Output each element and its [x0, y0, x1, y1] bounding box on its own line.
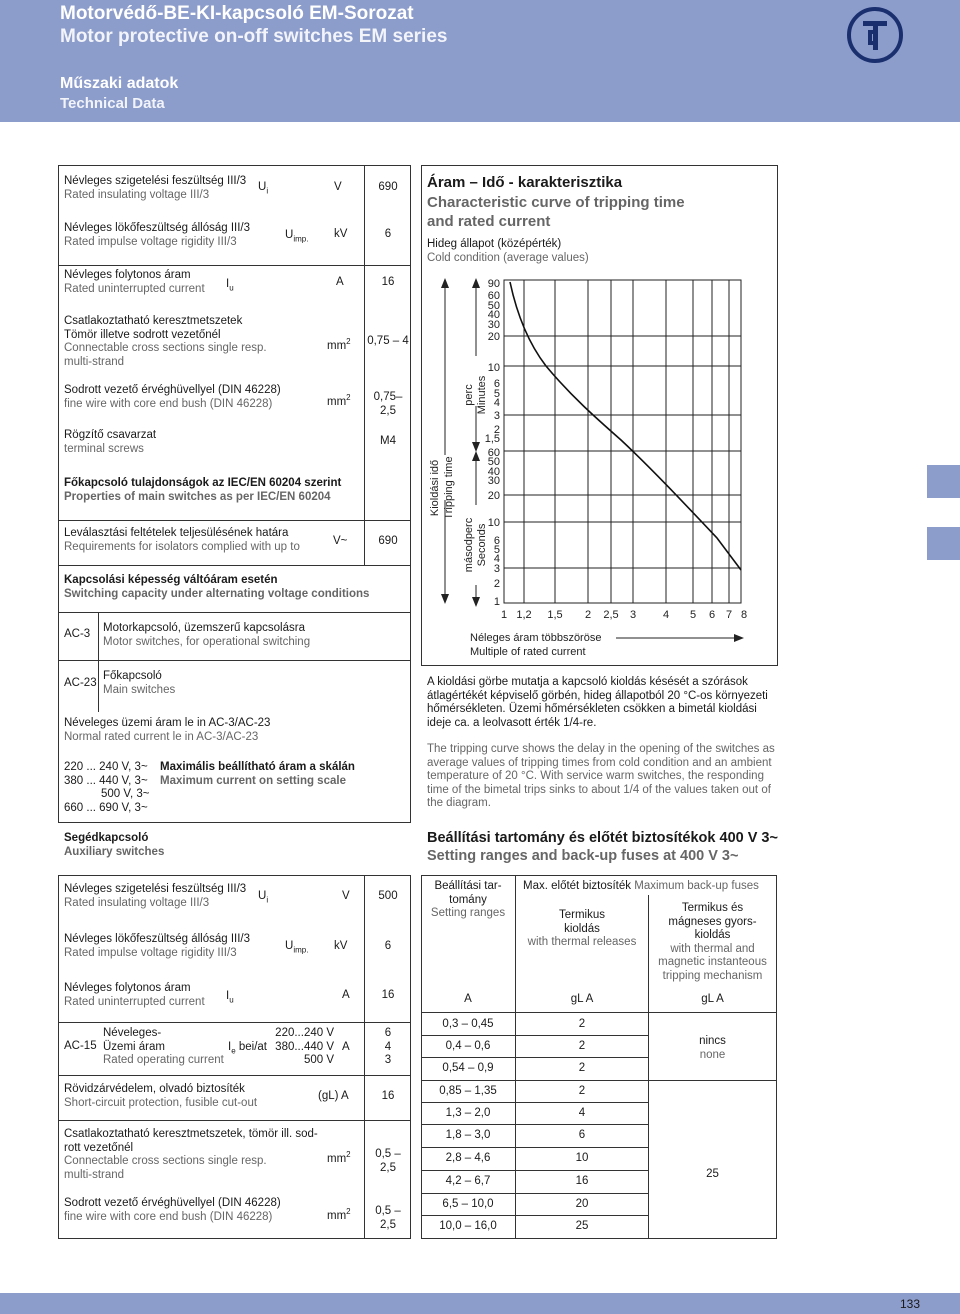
range-row: 10,0 – 16,0	[439, 1220, 497, 1232]
col-thermal-magnetic: Termikus és mágneses gyors-kioldás with thermal and magnetic instanteous tripping mechanism	[658, 902, 767, 982]
short-unit: (gL) A	[318, 1090, 349, 1102]
unit-a-ranges: A	[464, 993, 472, 1005]
aux-cross-unit: $mm^2$	[327, 1150, 351, 1165]
value-impulse-voltage: 6	[384, 228, 392, 240]
x-tick: 1,5	[547, 609, 563, 621]
y-tick: 30	[487, 319, 500, 331]
page-number: 133	[899, 1297, 921, 1311]
aux-symbol-ui: $U_i$	[258, 890, 269, 905]
y-tick: 10	[487, 517, 500, 529]
y-tick: 1,5	[484, 433, 500, 445]
spec-cross-sections: Csatlakoztatható keresztmetszetek Tömör illetve sodrott vezetőnél Connectable cross sections single resp. multi-strand	[64, 315, 267, 368]
x-tick: 8	[740, 609, 748, 621]
range-row: 2,8 – 4,6	[445, 1152, 491, 1164]
magnetic-none: nincs none	[699, 1035, 726, 1061]
short-value: 16	[381, 1090, 395, 1102]
symbol-iu: $I_u$	[226, 278, 234, 293]
unit-a: A	[336, 276, 344, 288]
ac23-description: Főkapcsoló Main switches	[103, 670, 176, 696]
footer-band	[0, 1293, 960, 1314]
aux-cross-sections: Csatlakoztatható keresztmetszetek, tömör ill. sod- rott vezetőnél Connectable cross sections single resp. multi-strand	[64, 1128, 318, 1181]
value-fine-wire: 0,75–2,5	[373, 391, 403, 417]
spec-fine-wire: Sodrott vezető érvéghüvellyel (DIN 46228) fine wire with core end bush (DIN 46228)	[64, 384, 281, 410]
minutes-label: perc	[463, 384, 475, 406]
unit-gla-thermal: gL A	[570, 993, 594, 1005]
value-cross-sections: 0,75 – 4	[367, 335, 409, 347]
value-insulating-voltage: 690	[378, 181, 398, 193]
aux-insulating-voltage: Névleges szigetelési feszültség III/3 Rated insulating voltage III/3	[64, 883, 247, 909]
y-tick: 50	[487, 300, 500, 312]
aux-value-uninterrupted: 16	[381, 989, 395, 1001]
ac15-voltages: 220...240 V 380...440 V 500 V	[275, 1027, 334, 1066]
ac15-code: AC-15	[64, 1040, 97, 1052]
x-tick: 1	[500, 609, 508, 621]
seconds-label-en: Seconds	[476, 523, 488, 567]
ac15-unit: A	[342, 1041, 350, 1053]
y-tick: 20	[487, 331, 500, 343]
value-uninterrupted-current: 16	[381, 276, 395, 288]
fuses-title-hu: Beállítási tartomány és előtét biztosítékok 400 V 3~	[427, 830, 778, 846]
y-tick: 3	[493, 410, 500, 422]
spec-uninterrupted-current: Névleges folytonos áram Rated uninterrupted current	[64, 269, 205, 295]
short-circuit-protection: Rövidzárvédelem, olvadó biztosíték Short-circuit protection, fusible cut-out	[64, 1083, 258, 1109]
unit-gla-magnetic: gL A	[701, 993, 724, 1005]
aux-unit-a: A	[342, 989, 350, 1001]
col-max-backup-fuses: Max. előtét biztosíték Maximum back-up fuses	[523, 880, 759, 892]
symbol-ui: $U_i$	[258, 181, 269, 196]
aux-symbol-iu: $I_u$	[226, 990, 234, 1005]
x-axis-title-en: Multiple of rated current	[470, 646, 586, 658]
company-seal-logo	[846, 6, 904, 64]
x-tick: 5	[689, 609, 697, 621]
ac3-code: AC-3	[64, 628, 91, 640]
thermal-fuse: 4	[578, 1107, 586, 1119]
section-en: Technical Data	[60, 95, 165, 112]
aux-value-insulating: 500	[378, 890, 398, 902]
unit-v: V	[334, 181, 342, 193]
thermal-fuse: 6	[578, 1129, 586, 1141]
x-tick: 4	[662, 609, 670, 621]
y-tick: 1	[493, 596, 500, 608]
x-tick-labels	[501, 609, 747, 621]
aux-fine-wire: Sodrott vezető érvéghüvellyel (DIN 46228) fine wire with core end bush (DIN 46228)	[64, 1197, 281, 1223]
thermal-fuse: 25	[575, 1220, 589, 1232]
spec-terminal-screws: Rögzítő csavarzat terminal screws	[64, 429, 157, 455]
range-row: 0,54 – 0,9	[442, 1062, 494, 1074]
side-tab-1	[927, 465, 960, 498]
x-tick: 6	[708, 609, 716, 621]
y-tick: 40	[487, 466, 500, 478]
ac23-code: AC-23	[64, 677, 97, 689]
seconds-label: másodperc	[463, 517, 475, 573]
range-row: 6,5 – 10,0	[442, 1198, 494, 1210]
y-tick: 20	[487, 490, 500, 502]
aux-value-impulse: 6	[384, 940, 392, 952]
thermal-fuse: 20	[575, 1198, 589, 1210]
y-tick: 60	[487, 447, 500, 459]
aux-impulse-voltage: Névleges lökőfeszültség állóság III/3 Rated impulse voltage rigidity III/3	[64, 933, 251, 959]
y-tick: 60	[487, 290, 500, 302]
auxiliary-switches-heading: Segédkapcsoló Auxiliary switches	[64, 832, 165, 858]
spec-impulse-voltage: Névleges lökőfeszültség állóság III/3 Rated impulse voltage rigidity III/3	[64, 222, 251, 248]
aux-fine-unit: $mm^2$	[327, 1207, 351, 1222]
y-tick: 40	[487, 309, 500, 321]
y-tick: 30	[487, 475, 500, 487]
curve-condition: Hideg állapot (középérték) Cold condition (average values)	[427, 238, 589, 264]
y-tick: 90	[487, 278, 500, 290]
thermal-fuse: 2	[578, 1040, 586, 1052]
col-thermal-release: Termikus kioldás with thermal releases	[527, 909, 637, 948]
y-tick: 5	[493, 544, 500, 556]
range-row: 0,3 – 0,45	[442, 1018, 494, 1030]
y-tick: 2	[493, 424, 500, 436]
unit-vac: V~	[333, 535, 348, 547]
y-tick: 5	[493, 388, 500, 400]
x-axis-title: Néleges áram többszöröse	[470, 632, 602, 644]
minutes-label-en: Minutes	[476, 375, 488, 415]
thermal-fuse: 16	[575, 1175, 589, 1187]
magnetic-value: 25	[706, 1168, 719, 1180]
isolator-requirements: Leválasztási feltételek teljesülésének határa Requirements for isolators complied with up to	[64, 527, 300, 553]
title-en: Motor protective on-off switches EM series	[60, 26, 448, 47]
x-tick: 3	[629, 609, 637, 621]
tripping-curve-line	[510, 282, 741, 570]
unit-mm2-fine: $mm^2$	[327, 393, 351, 408]
range-row: 4,2 – 6,7	[445, 1175, 491, 1187]
curve-description-hu: A kioldási görbe mutatja a kapcsoló kioldás késését a szórások átlagértékét képviselő görbén, hideg állapotból 20 °C-os környezeti hőmérsékleten. Üzemi hőmérsékleten csökken a bimetál kioldási ideje ca. a leolvasott érték 1/4-re.	[427, 676, 768, 729]
curve-title-en: Characteristic curve of tripping time and rated current	[427, 194, 685, 230]
aux-cross-value: 0,5 – 2,5	[375, 1148, 401, 1174]
y-tick: 10	[487, 362, 500, 374]
x-tick: 2,5	[603, 609, 619, 621]
y-tick: 6	[493, 378, 500, 390]
x-tick: 1,2	[516, 609, 532, 621]
ac15-symbol: $I_e$ bei/at	[228, 1041, 267, 1056]
rated-operational-current: Néveleges üzemi áram le in AC-3/AC-23 Normal rated current le in AC-3/AC-23	[64, 717, 271, 743]
ac3-description: Motorkapcsoló, üzemszerű kapcsolásra Motor switches, for operational switching	[103, 622, 311, 648]
switching-capacity-heading: Kapcsolási képesség váltóáram esetén Switching capacity under alternating voltage conditions	[64, 574, 370, 600]
y-tick: 4	[493, 397, 500, 409]
properties-heading: Főkapcsoló tulajdonságok az IEC/EN 60204 szerint Properties of main switches as per IEC/EN 60204	[64, 477, 342, 503]
curve-title-hu: Áram – Idő - karakterisztika	[427, 174, 623, 191]
spec-insulating-voltage: Névleges szigetelési feszültség III/3 Rated insulating voltage III/3	[64, 175, 247, 201]
y-axis-title-en: Tripping time	[443, 456, 455, 520]
y-tick: 2	[493, 578, 500, 590]
aux-unit-kv: kV	[334, 940, 348, 952]
x-tick: 7	[725, 609, 733, 621]
max-current-setting: Maximális beállítható áram a skálán Maximum current on setting scale	[160, 761, 355, 787]
section-hu: Műszaki adatok	[60, 75, 179, 92]
aux-unit-v: V	[342, 890, 350, 902]
y-tick: 3	[493, 563, 500, 575]
thermal-fuse: 2	[578, 1085, 586, 1097]
value-isolator: 690	[378, 535, 398, 547]
title-hu: Motorvédő-BE-KI-kapcsoló EM-Sorozat	[60, 3, 414, 24]
voltage-list: 220 ... 240 V, 3~ 380 ... 440 V, 3~ 500 V, 3~ 660 ... 690 V, 3~	[64, 761, 150, 814]
aux-fine-value: 0,5 – 2,5	[375, 1205, 401, 1231]
range-row: 1,8 – 3,0	[445, 1129, 491, 1141]
col-setting-ranges: Beállítási tar- tomány Setting ranges	[430, 880, 506, 919]
ac15-values: 6 4 3	[384, 1027, 392, 1066]
x-tick: 2	[584, 609, 592, 621]
symbol-uimp: $U_{imp.}$	[285, 229, 309, 244]
aux-symbol-uimp: $U_{imp.}$	[285, 940, 309, 955]
value-terminal-screws: M4	[380, 435, 396, 447]
thermal-fuse: 2	[578, 1062, 586, 1074]
unit-mm2: $mm^2$	[327, 337, 351, 352]
y-tick: 50	[487, 456, 500, 468]
y-tick: 4	[493, 553, 500, 565]
curve-description-en: The tripping curve shows the delay in the opening of the switches as average values of tripping times from cold condition and an ambient temperature of 20 °C. With service warm switches, the responding time of the bimetal trips sinks to about 1/4 of the values taken out of the diagram.	[427, 743, 775, 809]
ac15-description: Néveleges- Üzemi áram Rated operating current	[103, 1027, 224, 1066]
unit-kv: kV	[334, 228, 348, 240]
fuses-title-en: Setting ranges and back-up fuses at 400 V 3~	[427, 848, 739, 864]
thermal-fuse: 10	[575, 1152, 589, 1164]
range-row: 0,4 – 0,6	[445, 1040, 491, 1052]
y-axis-title: Kioldási idő	[429, 459, 441, 517]
aux-uninterrupted-current: Névleges folytonos áram Rated uninterrupted current	[64, 982, 205, 1008]
thermal-fuse: 2	[578, 1018, 586, 1030]
range-row: 0,85 – 1,35	[439, 1085, 497, 1097]
range-row: 1,3 – 2,0	[445, 1107, 491, 1119]
tripping-curve-chart	[421, 270, 776, 665]
side-tab-2	[927, 527, 960, 560]
y-tick: 6	[493, 535, 500, 547]
